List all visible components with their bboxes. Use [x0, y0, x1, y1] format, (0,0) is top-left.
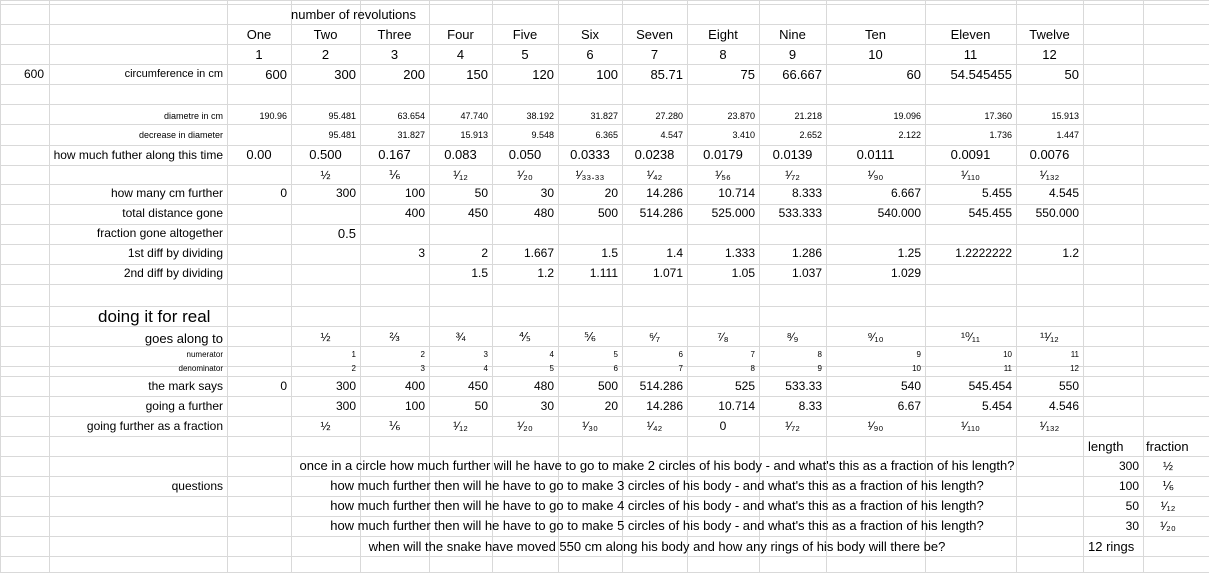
data-cell[interactable]: 1.5	[471, 266, 488, 280]
data-cell[interactable]: 8.333	[791, 186, 822, 200]
fraction-cell[interactable]: ⁷⁄₈	[717, 330, 729, 344]
data-cell[interactable]: 63.654	[397, 111, 425, 121]
data-cell[interactable]: 100	[404, 186, 425, 200]
fraction-cell[interactable]: ¹⁄₄₂	[646, 419, 663, 433]
row-gridline	[0, 496, 1209, 497]
row-gridline	[0, 284, 1209, 285]
data-cell[interactable]: 12	[1070, 364, 1079, 373]
question-text[interactable]: how much further then will he have to go to make 5 circles of his body - and what's this as a fraction of his length?	[330, 518, 984, 533]
fraction-cell[interactable]: ⅔	[389, 330, 400, 344]
data-cell[interactable]: 2.652	[799, 130, 822, 140]
fraction-cell[interactable]: ⁸⁄₉	[786, 330, 799, 344]
data-cell[interactable]: 300	[335, 379, 356, 393]
row-gridline	[0, 204, 1209, 205]
data-cell[interactable]: 20	[604, 399, 618, 413]
data-cell[interactable]: 1.25	[897, 246, 921, 260]
data-cell[interactable]: 1.05	[731, 266, 755, 280]
data-cell[interactable]: 3	[418, 246, 425, 260]
data-cell[interactable]: 3	[420, 364, 425, 373]
row-gridline	[0, 436, 1209, 437]
column-header-name[interactable]: Eleven	[950, 27, 991, 42]
side-length-cell[interactable]: 300	[1118, 459, 1139, 473]
circumference-total-cell[interactable]: 600	[24, 67, 45, 81]
row-gridline	[0, 64, 1209, 65]
data-cell[interactable]: 400	[404, 206, 425, 220]
data-cell[interactable]: 75	[740, 67, 755, 82]
data-cell[interactable]: 50	[474, 186, 488, 200]
data-cell[interactable]: 100	[596, 67, 618, 82]
data-cell[interactable]: 7	[750, 350, 755, 359]
data-cell[interactable]: 5.454	[981, 399, 1012, 413]
data-cell[interactable]: 1.333	[724, 246, 755, 260]
fraction-cell[interactable]: ¹⁄₄₂	[646, 168, 663, 182]
data-cell[interactable]: 0.0111	[856, 147, 895, 162]
data-cell[interactable]: 150	[466, 67, 488, 82]
data-cell[interactable]: 480	[533, 206, 554, 220]
side-fraction-cell[interactable]: ¹⁄₁₂	[1160, 499, 1176, 513]
data-cell[interactable]: 4	[549, 350, 554, 359]
column-header-name[interactable]: Nine	[779, 27, 806, 42]
data-cell[interactable]: 8.33	[798, 399, 822, 413]
data-cell[interactable]: 8	[750, 364, 755, 373]
data-cell[interactable]: 50	[1064, 67, 1079, 82]
data-cell[interactable]: 38.192	[526, 111, 554, 121]
column-header-name[interactable]: Eight	[708, 27, 738, 42]
column-header-name[interactable]: Four	[447, 27, 474, 42]
data-cell[interactable]: 7	[678, 364, 683, 373]
side-length-cell[interactable]: 50	[1125, 499, 1139, 513]
data-cell[interactable]: 3.410	[732, 130, 755, 140]
column-header-name[interactable]: Two	[313, 27, 338, 42]
row-label[interactable]: the mark says	[148, 379, 223, 393]
data-cell[interactable]: 31.827	[590, 111, 618, 121]
row-gridline	[0, 44, 1209, 45]
data-cell[interactable]: 1.111	[589, 266, 618, 280]
data-cell[interactable]: 0.0076	[1029, 147, 1070, 162]
row-gridline	[0, 536, 1209, 537]
data-cell[interactable]: 500	[597, 206, 618, 220]
row-gridline	[0, 416, 1209, 417]
data-cell[interactable]: 545.454	[968, 379, 1012, 393]
row-label[interactable]: numerator	[186, 350, 223, 359]
question-text[interactable]: how much further then will he have to go to make 3 circles of his body - and what's this as a fraction of his length?	[330, 478, 984, 493]
data-cell[interactable]: 6	[678, 350, 683, 359]
column-header-number[interactable]: 12	[1042, 47, 1057, 62]
data-cell[interactable]: 0.5	[337, 226, 356, 241]
fraction-cell[interactable]: ¹⁄₅₆	[715, 168, 731, 182]
row-label[interactable]: denominator	[178, 364, 223, 373]
data-cell[interactable]: 525	[734, 379, 755, 393]
column-header-number[interactable]: 2	[321, 47, 330, 62]
column-header-number[interactable]: 5	[521, 47, 529, 62]
data-cell[interactable]: 200	[403, 67, 425, 82]
row-label[interactable]: circumference in cm	[124, 68, 223, 80]
data-cell[interactable]: 1.029	[890, 266, 921, 280]
row-label[interactable]: 1st diff by dividing	[127, 246, 223, 260]
data-cell[interactable]: 6.667	[890, 186, 921, 200]
row-label[interactable]: fraction gone altogether	[96, 226, 223, 240]
data-cell[interactable]: 6.67	[897, 399, 921, 413]
data-cell[interactable]: 533.333	[778, 206, 822, 220]
data-cell[interactable]: 3	[483, 350, 488, 359]
data-cell[interactable]: 4.546	[1048, 399, 1079, 413]
data-cell[interactable]: 30	[540, 399, 554, 413]
fraction-cell[interactable]: ¹⁄₃₀	[582, 419, 598, 433]
data-cell[interactable]: 400	[404, 379, 425, 393]
column-header-number[interactable]: 3	[390, 47, 399, 62]
side-fraction-cell[interactable]: ½	[1162, 459, 1173, 473]
data-cell[interactable]: 4.547	[660, 130, 683, 140]
data-cell[interactable]: 4.545	[1048, 186, 1079, 200]
data-cell[interactable]: 1.2	[1062, 246, 1079, 260]
data-cell[interactable]: 31.827	[397, 130, 425, 140]
data-cell[interactable]: 0.0091	[950, 147, 991, 162]
row-label[interactable]: questions	[171, 479, 223, 493]
row-label[interactable]: how much futher along this time	[53, 148, 223, 162]
row-gridline	[0, 516, 1209, 517]
row-gridline	[0, 224, 1209, 225]
data-cell[interactable]: 0.00	[246, 147, 272, 162]
data-cell[interactable]: 0	[280, 379, 287, 393]
data-cell[interactable]: 95.481	[328, 111, 356, 121]
row-gridline	[0, 165, 1209, 166]
data-cell[interactable]: 14.286	[646, 186, 683, 200]
data-cell[interactable]: 5.455	[981, 186, 1012, 200]
data-cell[interactable]: 0.0139	[772, 147, 813, 162]
data-cell[interactable]: 47.740	[460, 111, 488, 121]
data-cell[interactable]: 66.667	[782, 67, 822, 82]
data-cell[interactable]: 300	[334, 67, 356, 82]
data-cell[interactable]: 19.096	[893, 111, 921, 121]
data-cell[interactable]: 1	[351, 350, 356, 359]
row-label[interactable]: 2nd diff by dividing	[123, 266, 223, 280]
fraction-cell[interactable]: ¹⁄₁₂	[453, 419, 468, 433]
data-cell[interactable]: 1.2222222	[955, 246, 1012, 260]
data-cell[interactable]: 480	[533, 379, 554, 393]
data-cell[interactable]: 0.083	[444, 147, 477, 162]
row-gridline	[0, 244, 1209, 245]
column-header-number[interactable]: 4	[456, 47, 465, 62]
row-gridline	[0, 456, 1209, 457]
data-cell[interactable]: 540.000	[877, 206, 921, 220]
data-cell[interactable]: 54.545455	[950, 67, 1012, 82]
data-cell[interactable]: 1.447	[1056, 130, 1079, 140]
side-rings-cell[interactable]: 12 rings	[1088, 539, 1135, 554]
data-cell[interactable]: 525.000	[711, 206, 755, 220]
column-header-number[interactable]: 11	[963, 47, 978, 62]
data-cell[interactable]: 1.4	[666, 246, 683, 260]
data-cell[interactable]: 1.5	[601, 246, 618, 260]
fraction-cell[interactable]: 0	[719, 419, 727, 433]
row-gridline	[0, 84, 1209, 85]
side-fraction-cell[interactable]: ¹⁄₂₀	[1160, 519, 1176, 533]
row-gridline	[0, 0, 1209, 1]
row-gridline	[0, 24, 1209, 25]
row-gridline	[0, 326, 1209, 327]
data-cell[interactable]: 27.280	[655, 111, 683, 121]
row-gridline	[0, 556, 1209, 557]
fraction-cell[interactable]: ¹⁄₁₃₂	[1039, 419, 1060, 433]
data-cell[interactable]: 11	[1003, 364, 1012, 373]
data-cell[interactable]: 17.360	[984, 111, 1012, 121]
column-header-name[interactable]: Ten	[865, 27, 886, 42]
data-cell[interactable]: 9	[817, 364, 822, 373]
fraction-cell[interactable]: ⁶⁄₇	[648, 330, 661, 344]
data-cell[interactable]: 1.037	[791, 266, 822, 280]
fraction-cell[interactable]: ¹⁄₂₀	[517, 419, 533, 433]
data-cell[interactable]: 10	[912, 364, 921, 373]
data-cell[interactable]: 15.913	[460, 130, 488, 140]
column-gridline	[227, 0, 228, 572]
data-cell[interactable]: 2	[481, 246, 488, 260]
fraction-cell[interactable]: ¹⁄₁₁₀	[960, 419, 981, 433]
column-header-number[interactable]: 6	[586, 47, 594, 62]
data-cell[interactable]: 14.286	[646, 399, 683, 413]
section-heading[interactable]: doing it for real	[98, 307, 211, 326]
data-cell[interactable]: 4	[483, 364, 488, 373]
fraction-cell[interactable]: ¾	[455, 330, 466, 344]
data-cell[interactable]: 1.667	[523, 246, 554, 260]
data-cell[interactable]: 2	[351, 364, 356, 373]
data-cell[interactable]: 2.122	[898, 130, 921, 140]
data-cell[interactable]: 550	[1058, 379, 1079, 393]
side-length-cell[interactable]: 100	[1118, 479, 1139, 493]
question-text[interactable]: how much further then will he have to go to make 4 circles of his body - and what's this as a fraction of his length?	[330, 498, 984, 513]
column-header-number[interactable]: 9	[788, 47, 797, 62]
data-cell[interactable]: 550.000	[1035, 206, 1079, 220]
data-cell[interactable]: 0.050	[508, 147, 542, 162]
data-cell[interactable]: 300	[335, 186, 356, 200]
data-cell[interactable]: 100	[404, 399, 425, 413]
fraction-cell[interactable]: ¹⁄₂₀	[517, 168, 533, 182]
column-gridline	[0, 0, 1, 572]
row-label[interactable]: going a further	[145, 399, 223, 413]
row-label[interactable]: how many cm further	[110, 186, 223, 200]
data-cell[interactable]: 60	[906, 67, 921, 82]
row-label[interactable]: decrease in diameter	[138, 130, 223, 140]
side-header-fraction[interactable]: fraction	[1146, 439, 1189, 454]
data-cell[interactable]: 300	[335, 399, 356, 413]
row-gridline	[0, 264, 1209, 265]
data-cell[interactable]: 514.286	[639, 379, 683, 393]
side-length-cell[interactable]: 30	[1125, 519, 1139, 533]
row-gridline	[0, 184, 1209, 185]
data-cell[interactable]: 1.071	[652, 266, 683, 280]
fraction-cell[interactable]: ⁹⁄₁₀	[867, 330, 884, 344]
data-cell[interactable]: 500	[597, 379, 618, 393]
fraction-cell[interactable]: ¹⁄₁₃₂	[1039, 168, 1060, 182]
data-cell[interactable]: 15.913	[1051, 111, 1079, 121]
data-cell[interactable]: 10	[1003, 350, 1012, 359]
fraction-cell[interactable]: ¹⁄₁₂	[453, 168, 468, 182]
data-cell[interactable]: 5	[613, 350, 618, 359]
row-gridline	[0, 396, 1209, 397]
data-cell[interactable]: 23.870	[727, 111, 755, 121]
column-header-name[interactable]: Three	[377, 27, 412, 42]
data-cell[interactable]: 0.500	[309, 147, 342, 162]
data-cell[interactable]: 545.455	[968, 206, 1012, 220]
row-gridline	[0, 4, 1209, 5]
data-cell[interactable]: 30	[540, 186, 554, 200]
data-cell[interactable]: 450	[467, 379, 488, 393]
data-cell[interactable]: 85.71	[650, 67, 683, 82]
data-cell[interactable]: 20	[604, 186, 618, 200]
fraction-cell[interactable]: ¹⁄₉₀	[867, 168, 884, 182]
column-header-number[interactable]: 8	[719, 47, 727, 62]
fraction-cell[interactable]: ¹⁄₇₂	[785, 419, 800, 433]
data-cell[interactable]: 1.736	[989, 130, 1012, 140]
fraction-cell[interactable]: ⅘	[519, 330, 531, 344]
data-cell[interactable]: 10.714	[718, 399, 755, 413]
data-cell[interactable]: 10.714	[718, 186, 755, 200]
column-header-number[interactable]: 7	[650, 47, 659, 62]
column-header-number[interactable]: 1	[255, 47, 263, 62]
data-cell[interactable]: 0.0179	[703, 147, 743, 162]
data-cell[interactable]: 2	[420, 350, 425, 359]
side-header-length[interactable]: length	[1088, 439, 1124, 454]
data-cell[interactable]: 0	[280, 186, 287, 200]
question-text[interactable]: once in a circle how much further will he have to go to make 2 circles of his body - and what's this as a fraction of his length?	[299, 458, 1015, 473]
data-cell[interactable]: 21.218	[794, 111, 822, 121]
row-label[interactable]: goes along to	[144, 331, 223, 346]
fraction-cell[interactable]: ½	[320, 168, 331, 182]
data-cell[interactable]: 6	[613, 364, 618, 373]
sheet-title[interactable]: number of revolutions	[291, 7, 417, 22]
fraction-cell[interactable]: ¹⁰⁄₁₁	[961, 330, 980, 344]
data-cell[interactable]: 0.0333	[570, 147, 610, 162]
column-header-name[interactable]: One	[246, 27, 272, 42]
fraction-cell[interactable]: ¹⁄₃₃.₃₃	[575, 168, 605, 182]
data-cell[interactable]: 6.365	[595, 130, 618, 140]
data-cell[interactable]: 0.167	[378, 147, 411, 162]
data-cell[interactable]: 50	[474, 399, 488, 413]
data-cell[interactable]: 540	[900, 379, 921, 393]
side-fraction-cell[interactable]: ⅙	[1162, 479, 1174, 493]
data-cell[interactable]: 5	[549, 364, 554, 373]
data-cell[interactable]: 9	[916, 350, 921, 359]
fraction-cell[interactable]: ⅙	[388, 168, 401, 182]
row-gridline	[0, 376, 1209, 377]
data-cell[interactable]: 450	[467, 206, 488, 220]
fraction-cell[interactable]: ¹⁄₇₂	[785, 168, 800, 182]
row-label[interactable]: total distance gone	[122, 206, 223, 220]
column-header-name[interactable]: Six	[580, 27, 600, 42]
data-cell[interactable]: 120	[532, 67, 554, 82]
data-cell[interactable]: 190.96	[259, 111, 287, 121]
data-cell[interactable]: 514.286	[639, 206, 683, 220]
row-label[interactable]: diametre in cm	[163, 111, 223, 121]
row-label[interactable]: going further as a fraction	[86, 419, 223, 433]
data-cell[interactable]: 8	[817, 350, 822, 359]
data-cell[interactable]: 11	[1070, 350, 1079, 359]
data-cell[interactable]: 1.2	[537, 266, 554, 280]
data-cell[interactable]: 95.481	[328, 130, 356, 140]
fraction-cell[interactable]: ½	[320, 419, 331, 433]
data-cell[interactable]: 0.0238	[634, 147, 675, 162]
data-cell[interactable]: 600	[265, 67, 287, 82]
row-gridline	[0, 346, 1209, 347]
fraction-cell[interactable]: ½	[320, 330, 331, 344]
data-cell[interactable]: 9.548	[531, 130, 554, 140]
fraction-cell[interactable]: ⅚	[584, 330, 596, 344]
column-header-name[interactable]: Seven	[636, 27, 673, 42]
fraction-cell[interactable]: ¹⁄₁₁₀	[960, 168, 981, 182]
fraction-cell[interactable]: ⅙	[388, 419, 401, 433]
row-gridline	[0, 104, 1209, 105]
column-header-name[interactable]: Twelve	[1029, 27, 1070, 42]
column-header-number[interactable]: 10	[868, 47, 883, 62]
question-text[interactable]: when will the snake have moved 550 cm along his body and how any rings of his body will there be?	[368, 539, 946, 554]
fraction-cell[interactable]: ¹⁄₉₀	[867, 419, 884, 433]
data-cell[interactable]: 533.33	[785, 379, 822, 393]
column-header-name[interactable]: Five	[512, 27, 538, 42]
data-cell[interactable]: 1.286	[791, 246, 822, 260]
row-gridline	[0, 145, 1209, 146]
row-gridline	[0, 124, 1209, 125]
row-gridline	[0, 476, 1209, 477]
fraction-cell[interactable]: ¹¹⁄₁₂	[1040, 330, 1059, 344]
